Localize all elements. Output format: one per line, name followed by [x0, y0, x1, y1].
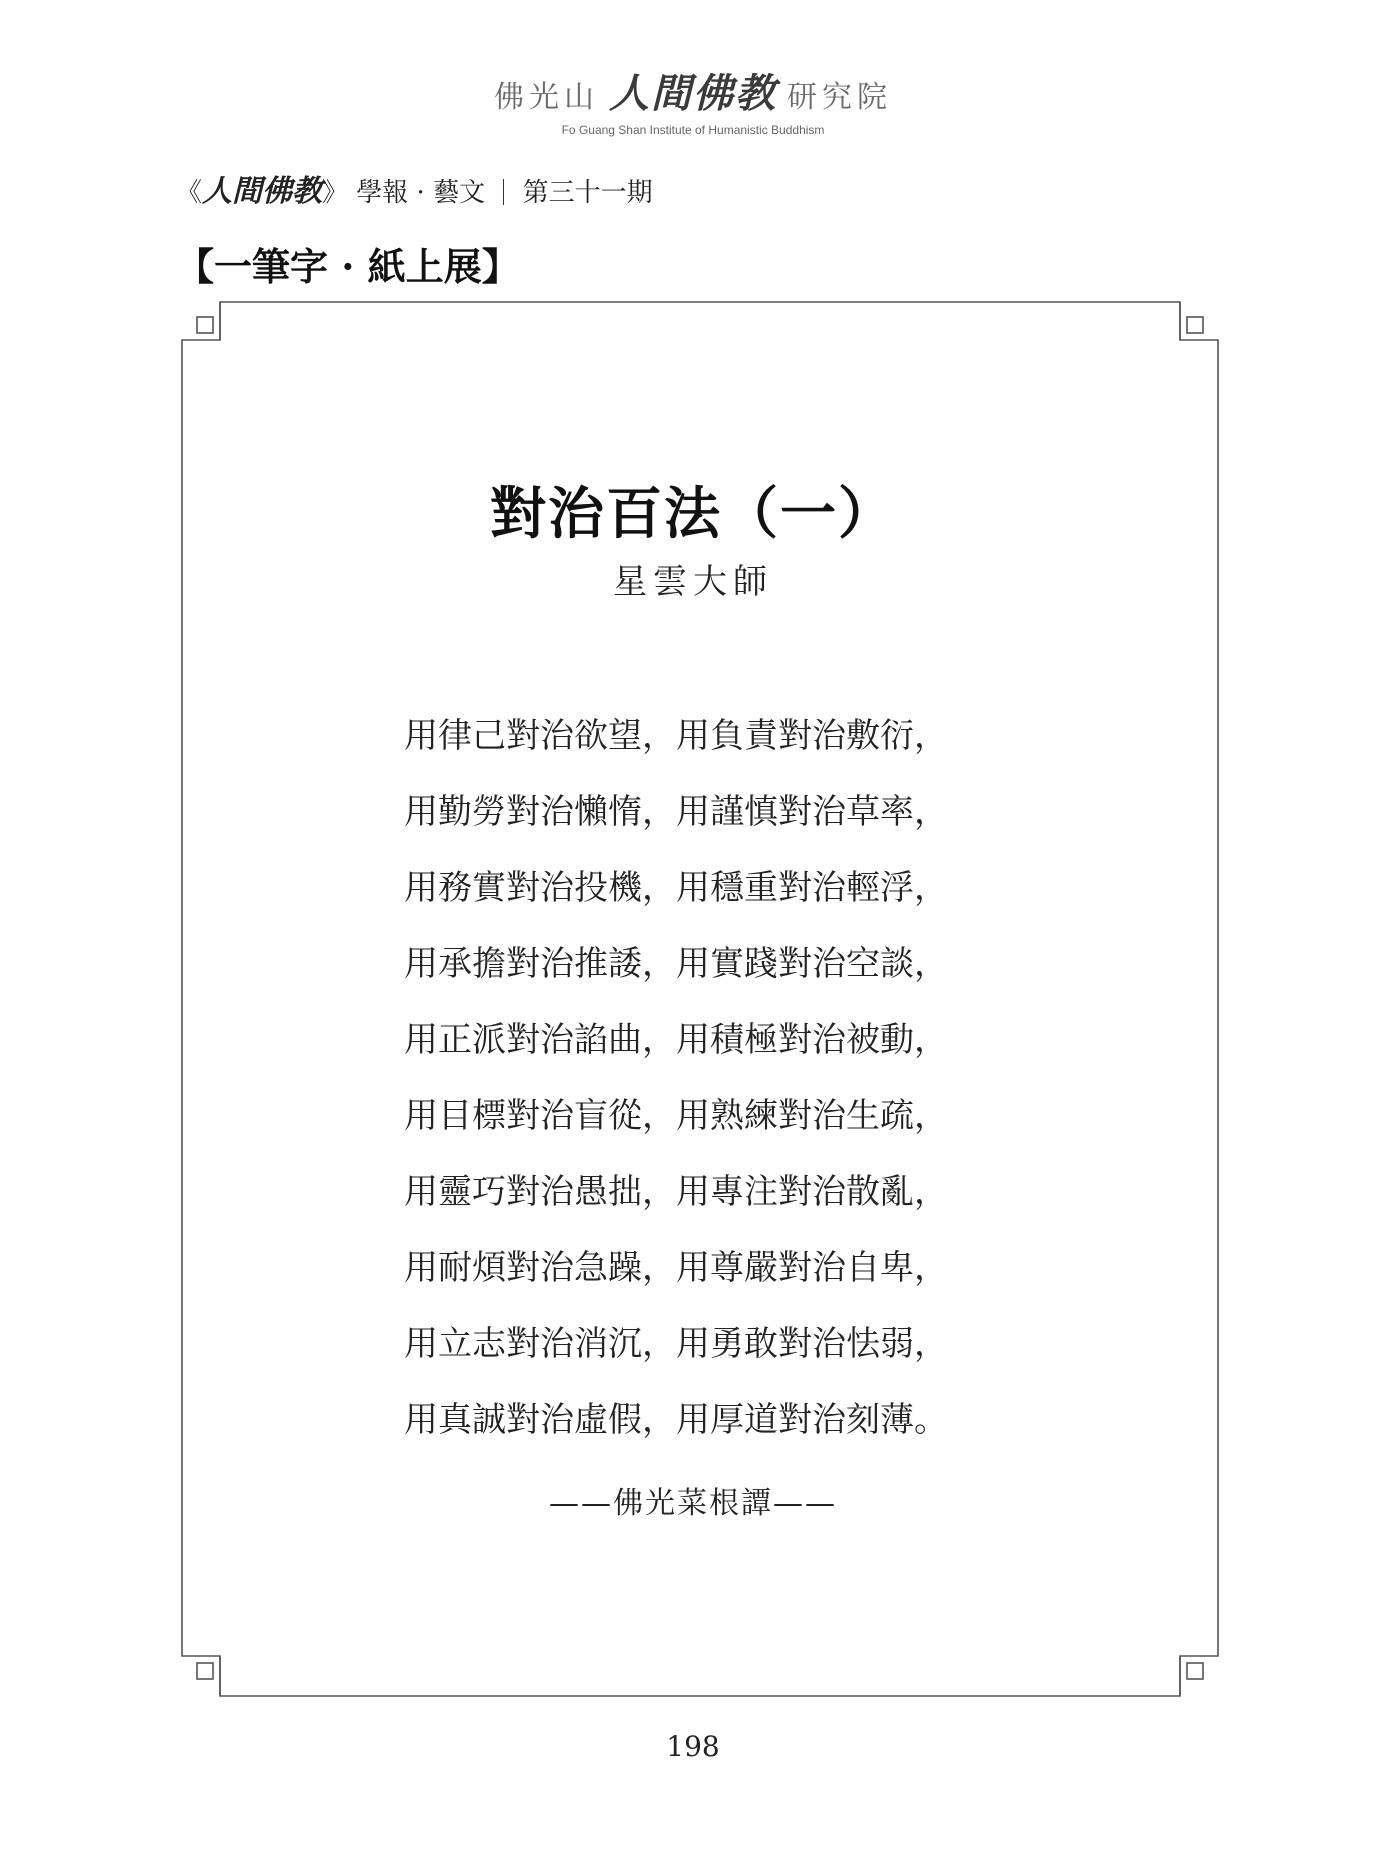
verse-line: 用耐煩對治急躁，用尊嚴對治自卑，: [404, 1248, 948, 1288]
journal-label: 學報 · 藝文: [356, 178, 486, 208]
institute-header: [0, 62, 1386, 137]
brand-calligraphy-logo: 人間佛教: [609, 70, 777, 117]
verse-line: 用立志對治消沉，用勇敢對治怯弱，: [404, 1324, 948, 1364]
artwork-source: ——佛光菜根譚——: [549, 1486, 837, 1521]
artwork-author: 星雲大師: [613, 562, 773, 602]
verse-line: 用正派對治諂曲，用積極對治被動，: [404, 1020, 948, 1060]
verse-list: [404, 712, 1004, 1472]
verse-line: 用務實對治投機，用穩重對治輕浮，: [404, 868, 948, 908]
verse-line: 用勤勞對治懶惰，用謹慎對治草率，: [404, 792, 948, 832]
journal-close-bracket: 》: [322, 178, 349, 208]
institute-english-name: Fo Guang Shan Institute of Humanistic Buddhism: [561, 123, 825, 137]
page-number: 198: [666, 1730, 720, 1763]
brand-right-text: 研究院: [787, 80, 892, 115]
verse-line: 用律己對治欲望，用負責對治敷衍，: [404, 716, 948, 756]
institute-name: [494, 62, 892, 119]
verse-line: 用承擔對治推諉，用實踐對治空談，: [404, 944, 948, 984]
journal-running-head: [176, 166, 653, 210]
verse-line: 用真誠對治虛假，用厚道對治刻薄。: [404, 1400, 948, 1440]
verse-line: 用目標對治盲從，用熟練對治生疏，: [404, 1096, 948, 1136]
verse-line: 用靈巧對治愚拙，用專注對治散亂，: [404, 1172, 948, 1212]
journal-name-logo: 人間佛教: [202, 174, 323, 209]
section-title: 【一筆字 · 紙上展】: [176, 244, 520, 289]
journal-issue: 第三十一期: [522, 178, 653, 208]
artwork-title: 對治百法（一）: [490, 481, 896, 547]
brand-left-text: 佛光山: [494, 80, 599, 115]
running-head-divider: [503, 179, 504, 205]
journal-open-bracket: 《: [176, 178, 203, 208]
